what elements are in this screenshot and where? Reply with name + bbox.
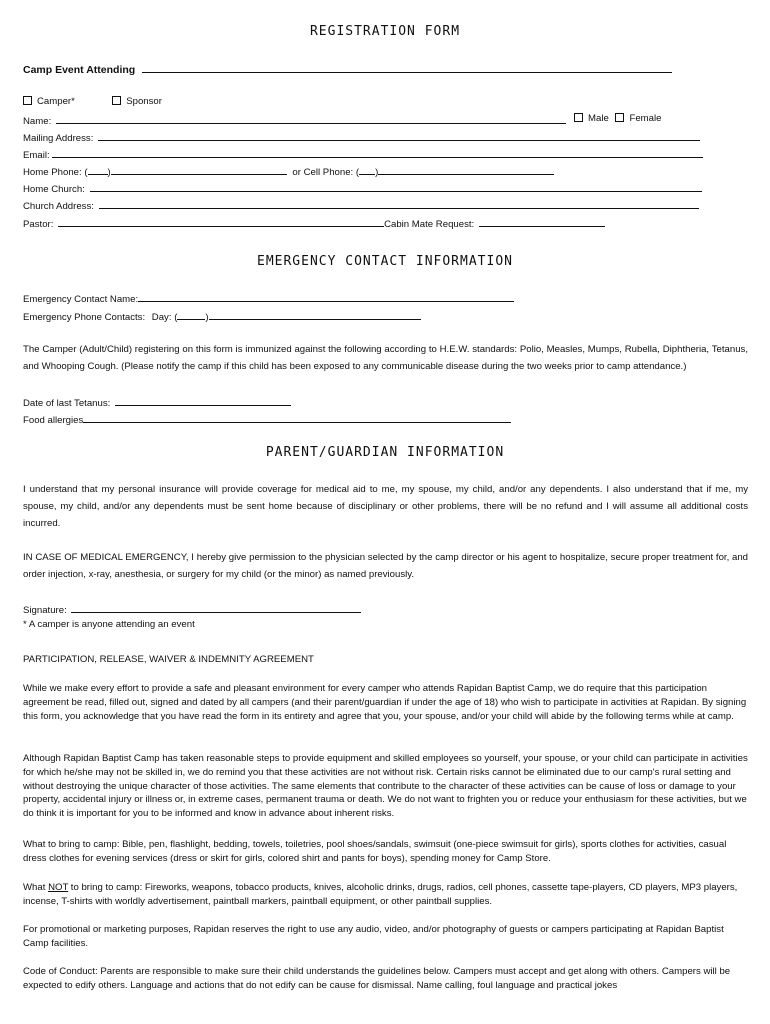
not-bring-prefix: What [23,882,49,893]
signature-field[interactable] [71,602,361,613]
form-title: REGISTRATION FORM [309,24,461,39]
home-phone-area-field[interactable] [88,164,108,175]
tetanus-field[interactable] [115,395,291,406]
promotional-text: For promotional or marketing purposes, Rapidan reserves the right to use any audio, video, and/or photography of guests or campers participating at Rapidan Baptist Camp facilities. [23,924,724,949]
food-allergies-field[interactable] [83,412,511,423]
day-phone-field[interactable] [209,309,421,320]
home-phone-label: Home Phone: [23,167,82,178]
church-address-field[interactable] [99,198,699,209]
cell-phone-area-field[interactable] [359,164,375,175]
sponsor-checkbox[interactable] [112,96,121,105]
mailing-address-label: Mailing Address: [23,133,94,144]
parent-heading: PARENT/GUARDIAN INFORMATION [265,445,505,460]
immunization-text: The Camper (Adult/Child) registering on this form is immunized against the following according to H.E.W. standards: Polio, Measles, Mumps, Rubella, Diphtheria, Tetanus, and Whooping Cough. (Please notify the camp if this child has been exposed to any communicable disease during the two weeks prior to camp attendance.) [23,344,748,372]
home-church-field[interactable] [90,181,702,192]
agreement-paragraph-2: Although Rapidan Baptist Camp has taken reasonable steps to provide equipment and skilled employees so yourself, your spouse, or your child can participate in activities for which he/she may not be skilled in, we do remind you that these activities are not without risk. Certain risks cannot be eliminated due to our camp's rural setting and without destroying the unique character of those activities. The same elements that contribute to the character of these activities can be cause of loss or damage to your property, accidental injury or illness or, in extreme cases, permanent trauma or death. We do not want to frighten you or reduce your enthusiasm for these activities, but we do think it is important for you to be informed and know in advance about inherent risks. [23,753,748,820]
not-bring-list [23,881,748,909]
signature-label: Signature: [23,605,67,616]
camper-label: Camper* [37,96,75,107]
insurance-text: I understand that my personal insurance will provide coverage for medical aid to me, my spouse, my child, and/or any dependents. I also understand that if me, my spouse, my child, and/or any dependents must be sent home because of disciplinary or other problems, there will be no refund and I will assume all additional costs incurred. [23,484,748,529]
email-label: Email: [23,150,50,161]
sponsor-label: Sponsor [126,96,162,107]
male-label: Male [588,113,609,124]
emergency-contact-field[interactable] [138,291,514,302]
home-phone-area-open: ( [84,167,88,178]
camper-checkbox[interactable] [23,96,32,105]
not-emphasis: NOT [48,882,69,893]
name-field[interactable] [56,113,566,124]
name-label: Name: [23,116,52,127]
cell-phone-area-open: ( [355,167,360,178]
code-of-conduct-text: Code of Conduct: Parents are responsible to make sure their child understands the guidelines below. Campers must accept and get along with others. Campers will be expected to edify others. Language and actions that do not edify can be cause for dismissal. Name calling, foul language and practical jokes [23,966,731,991]
mailing-address-field[interactable] [98,130,700,141]
home-phone-field[interactable] [111,164,287,175]
day-area-field[interactable] [177,309,205,320]
camp-event-label: Camp Event Attending [23,64,136,76]
not-bring-text: to bring to camp: Fireworks, weapons, tobacco products, knives, alcoholic drinks, drugs, radios, cell phones, cassette tape-players, CD players, MP3 players, incense, T-shirts with worldly advertisement, paintball markers, paintball equipment, or other paintball supplies. [23,882,738,907]
day-area-open: ( [174,312,178,323]
day-area-close: ) [205,312,209,323]
cabin-mate-field[interactable] [479,216,605,227]
emergency-contact-label: Emergency Contact Name: [23,294,139,305]
cell-phone-field[interactable] [378,164,554,175]
agreement-paragraph-1: While we make every effort to provide a safe and pleasant environment for every camper who attends Rapidan Baptist Camp, we do require that this participation agreement be read, filled out, signed and dated by all campers (and their parent/guardian if under the age of 18) who wish to participate in activities at Rapidan. By signing this form, you acknowledge that you have read the form in its entirety and agree that you, your spouse, and/or your child will abide by the following terms while at camp. [23,683,747,722]
female-label: Female [629,113,662,124]
camp-event-field[interactable] [142,62,672,73]
male-checkbox[interactable] [574,113,583,122]
tetanus-label: Date of last Tetanus: [23,398,111,409]
female-checkbox[interactable] [615,113,624,122]
cell-phone-area-close: ) [375,167,379,178]
medical-emergency-text: IN CASE OF MEDICAL EMERGENCY, I hereby give permission to the physician selected by the camp director or his agent to hospitalize, secure proper treatment for, and order injection, x-ray, anesthesia, or surgery for my child (or the minor) as named previously. [23,552,748,580]
home-phone-area-close: ) [107,167,111,178]
food-allergies-label: Food allergies [23,415,84,426]
day-label: Day: [151,312,172,323]
pastor-field[interactable] [58,216,384,227]
cell-phone-label: or Cell Phone: [292,167,354,178]
church-address-label: Church Address: [23,201,94,212]
camper-footnote: * A camper is anyone attending an event [23,619,195,630]
emergency-heading: EMERGENCY CONTACT INFORMATION [257,254,513,269]
agreement-heading: PARTICIPATION, RELEASE, WAIVER & INDEMNITY AGREEMENT [23,654,314,665]
pastor-label: Pastor: [23,219,54,230]
home-church-label: Home Church: [23,184,85,195]
bring-list-text: What to bring to camp: Bible, pen, flashlight, bedding, towels, toiletries, pool shoes/sandals, swimsuit (one-piece swimsuit for girls), sports clothes for activities, casual dress clothes for evening services (dress or skirt for girls, colored shirt and pants for boys), spending money for Camp Store. [23,839,727,864]
email-field[interactable] [52,147,703,158]
emergency-phone-label: Emergency Phone Contacts: [23,312,146,323]
cabin-mate-label: Cabin Mate Request: [384,219,475,230]
